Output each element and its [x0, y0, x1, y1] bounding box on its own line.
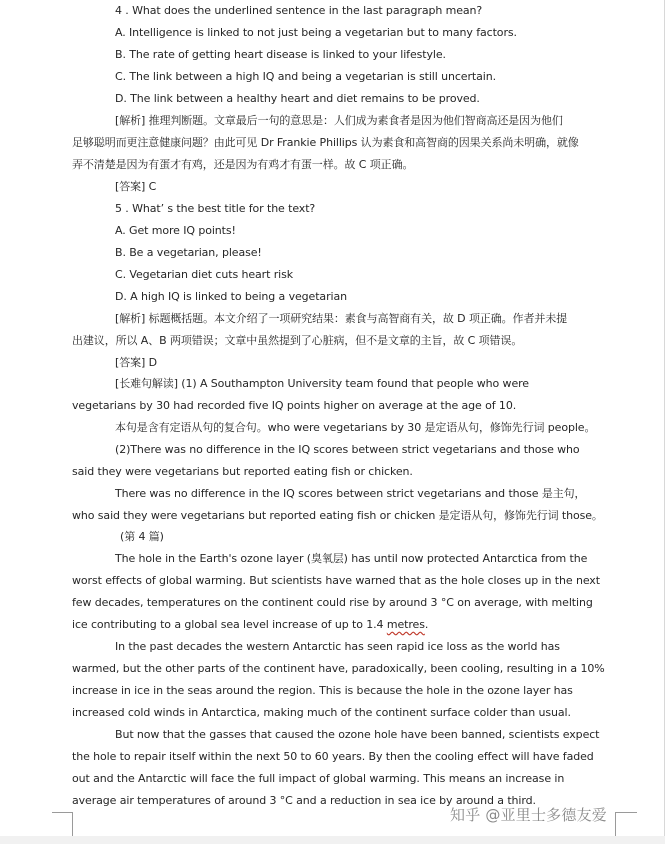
q5-option-c: C. Vegetarian diet cuts heart risk: [115, 268, 293, 281]
long-sentence-analysis: said they were vegetarians but reported eating fish or chicken.: [72, 465, 413, 478]
crop-mark: [615, 812, 637, 813]
long-sentence-note: There was no difference in the IQ scores between strict vegetarians and those 是主句，: [115, 487, 586, 500]
crop-mark: [615, 812, 616, 836]
q5-option-a: A. Get more IQ points!: [115, 224, 236, 237]
passage-line: few decades, temperatures on the continent could rise by around 3 °C on average, with melting: [72, 596, 593, 609]
passage-line: increased cold winds in Antarctica, making much of the continent surface colder than usual.: [72, 706, 571, 719]
long-sentence-analysis: (2)There was no difference in the IQ scores between strict vegetarians and those who: [115, 443, 580, 456]
long-sentence-analysis: [长难句解读] (1) A Southampton University team found that people who were: [115, 377, 529, 390]
q5-answer: [答案] D: [115, 356, 157, 369]
q5-option-b: B. Be a vegetarian, please!: [115, 246, 262, 259]
q4-analysis-line: 足够聪明而更注意健康问题？由此可见 Dr Frankie Phillips 认为素食和高智商的因果关系尚未明确，就像: [72, 136, 579, 149]
passage-line: [72, 618, 428, 632]
q4-option-c: C. The link between a high IQ and being a vegetarian is still uncertain.: [115, 70, 496, 83]
passage-line: warmed, but the other parts of the continent have, paradoxically, been cooling, resulting in a 10%: [72, 662, 605, 675]
question-4: 4 . What does the underlined sentence in the last paragraph mean?: [115, 4, 483, 17]
passage-line: worst effects of global warming. But scientists have warned that as the hole closes up in the next: [72, 574, 600, 587]
q5-analysis-line: 出建议，所以 A、B 两项错误；文章中虽然提到了心脏病，但不是文章的主旨，故 C 项错误。: [72, 334, 523, 347]
passage-line: But now that the gasses that caused the ozone hole have been banned, scientists expect: [115, 728, 600, 741]
question-5: 5 . What’ s the best title for the text?: [115, 202, 316, 215]
q4-analysis-line: 弄不清楚是因为有蛋才有鸡，还是因为有鸡才有蛋一样。故 C 项正确。: [72, 158, 414, 171]
q4-option-b: B. The rate of getting heart disease is linked to your lifestyle.: [115, 48, 446, 61]
passage-heading: (第 4 篇): [120, 530, 164, 543]
passage-text: .: [424, 618, 429, 631]
passage-line: average air temperatures of around 3 °C and a reduction in sea ice by around a third.: [72, 794, 536, 807]
passage-line: The hole in the Earth's ozone layer (臭氧层) has until now protected Antarctica from the: [115, 552, 588, 565]
passage-text: ice contributing to a global sea level increase of up to 1.4: [72, 618, 387, 631]
q4-option-a: A. Intelligence is linked to not just being a vegetarian but to many factors.: [115, 26, 517, 39]
passage-line: increase in ice in the seas around the region. This is because the hole in the ozone layer has: [72, 684, 573, 697]
q4-answer: [答案] C: [115, 180, 157, 193]
q4-analysis-line: [解析] 推理判断题。文章最后一句的意思是：人们成为素食者是因为他们智商高还是因为他们: [115, 114, 563, 127]
q5-option-d: D. A high IQ is linked to being a vegetarian: [115, 290, 347, 303]
passage-line: the hole to repair itself within the next 50 to 60 years. By then the cooling effect will have faded: [72, 750, 594, 763]
page-bottom-band: [0, 836, 665, 844]
long-sentence-analysis: vegetarians by 30 had recorded five IQ points higher on average at the age of 10.: [72, 399, 517, 412]
passage-line: In the past decades the western Antarctic has seen rapid ice loss as the world has: [115, 640, 560, 653]
long-sentence-note: who said they were vegetarians but reported eating fish or chicken 是定语从句，修饰先行词 those。: [72, 509, 603, 522]
crop-mark: [72, 812, 73, 836]
watermark: 知乎 @亚里士多德友爱: [450, 806, 607, 824]
q5-analysis-line: [解析] 标题概括题。本文介绍了一项研究结果：素食与高智商有关，故 D 项正确。作者并未提: [115, 312, 568, 325]
passage-line: out and the Antarctic will face the full impact of global warming. This means an increase in: [72, 772, 565, 785]
crop-mark: [52, 812, 72, 813]
long-sentence-note: 本句是含有定语从句的复合句。who were vegetarians by 30 是定语从句，修饰先行词 people。: [115, 421, 596, 434]
spellcheck-word: metres: [386, 618, 425, 631]
q4-option-d: D. The link between a healthy heart and diet remains to be proved.: [115, 92, 480, 105]
